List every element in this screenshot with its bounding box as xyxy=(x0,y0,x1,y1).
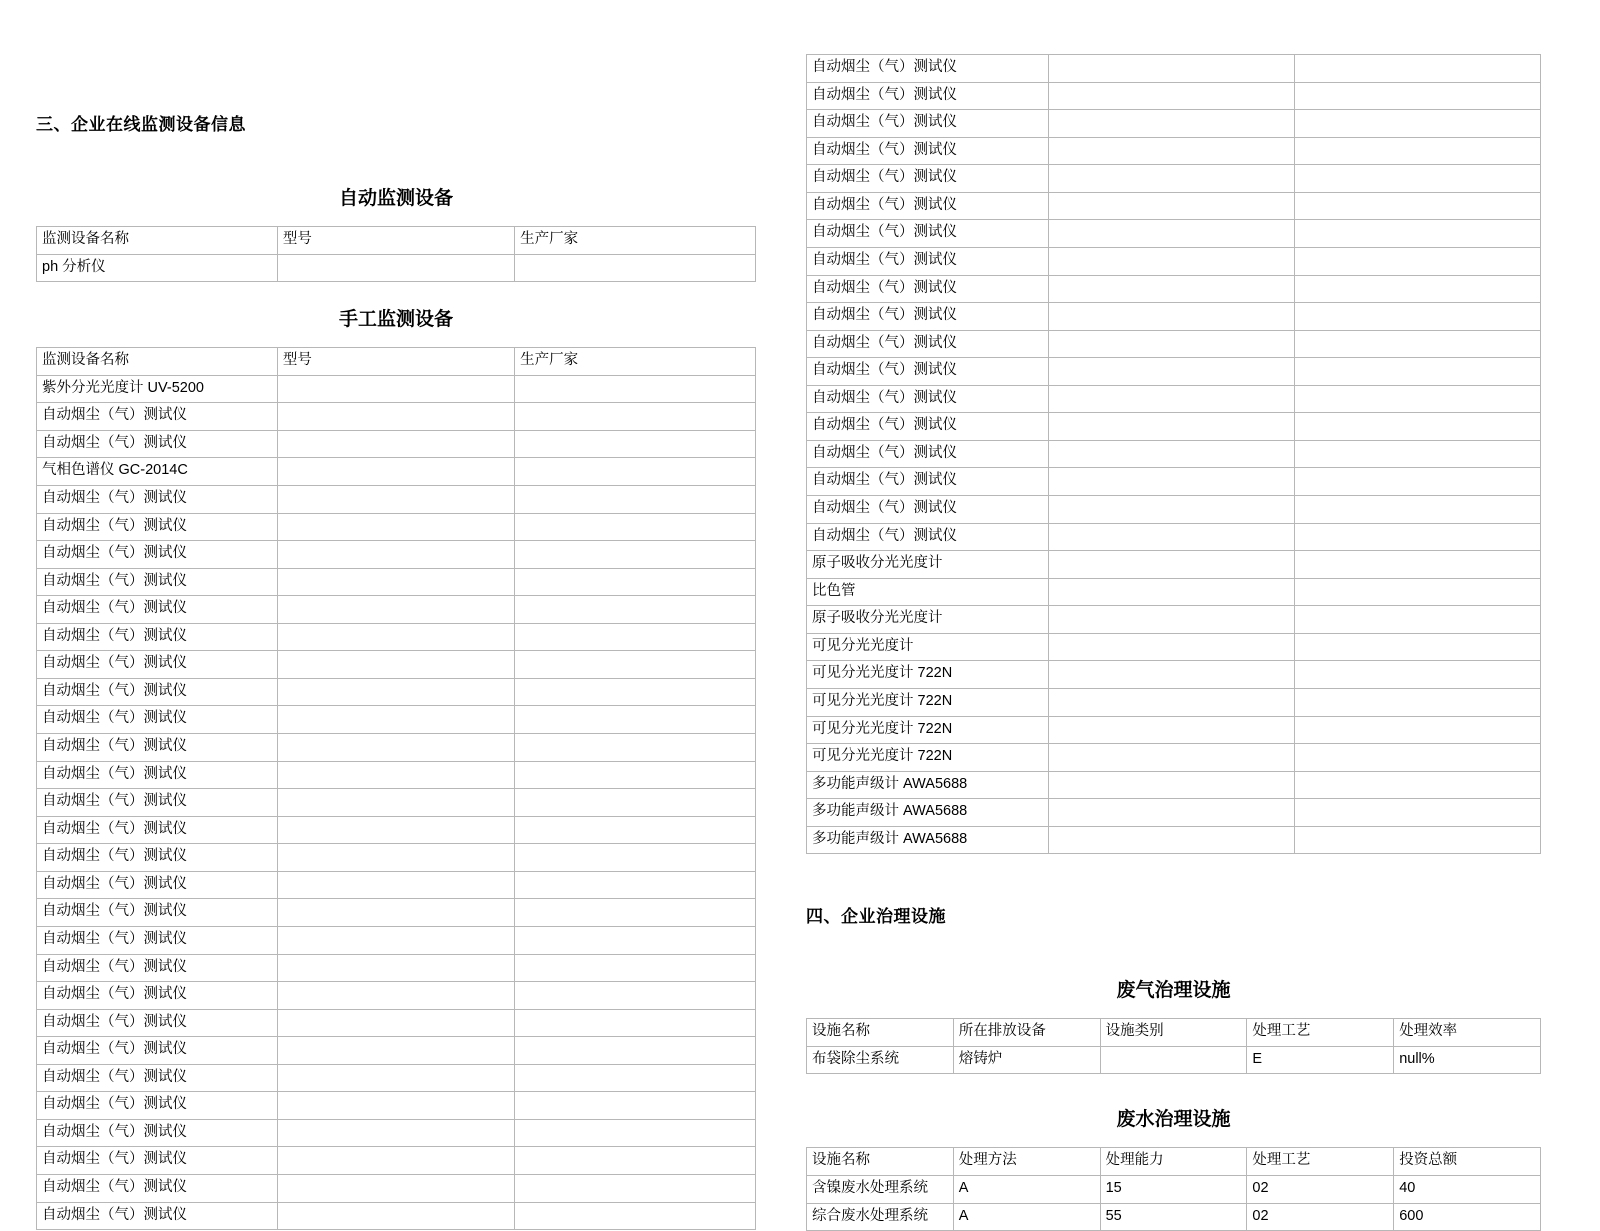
table-row xyxy=(37,254,756,282)
table-cell xyxy=(1049,82,1295,110)
table-cell xyxy=(277,1092,514,1120)
table-cell xyxy=(277,458,514,486)
table-cell xyxy=(1049,358,1295,386)
table-cell xyxy=(1049,633,1295,661)
table-cell: 多功能声级计 AWA5688 xyxy=(807,826,1049,854)
manual-monitoring-table-continued xyxy=(806,54,1541,854)
table-cell xyxy=(515,596,756,624)
table-row xyxy=(807,661,1541,689)
table-cell xyxy=(515,954,756,982)
table-cell xyxy=(1049,220,1295,248)
table-cell xyxy=(515,1064,756,1092)
table-cell xyxy=(277,844,514,872)
waste-gas-table-title: 废气治理设施 xyxy=(1116,980,1231,1002)
table-cell: 自动烟尘（气）测试仪 xyxy=(37,485,278,513)
table-row xyxy=(807,440,1541,468)
table-cell xyxy=(1295,771,1541,799)
table-row xyxy=(807,137,1541,165)
table-cell: 自动烟尘（气）测试仪 xyxy=(807,358,1049,386)
table-row xyxy=(37,403,756,431)
table-cell: 自动烟尘（气）测试仪 xyxy=(37,706,278,734)
table-row xyxy=(807,606,1541,634)
auto-monitoring-table-title: 自动监测设备 xyxy=(338,188,453,209)
table-cell: 自动烟尘（气）测试仪 xyxy=(37,926,278,954)
table-header-row xyxy=(37,227,756,255)
waste-gas-table xyxy=(806,1018,1541,1074)
manual-monitoring-table-title: 手工监测设备 xyxy=(338,309,453,331)
table-row xyxy=(807,358,1541,386)
table-header-row xyxy=(807,1019,1541,1047)
table-row xyxy=(807,633,1541,661)
table-cell xyxy=(277,706,514,734)
table-row xyxy=(37,899,756,927)
table-row xyxy=(807,275,1541,303)
table-cell xyxy=(1295,303,1541,331)
table-cell xyxy=(1295,247,1541,275)
table-cell xyxy=(1295,220,1541,248)
table-row xyxy=(807,468,1541,496)
table-cell xyxy=(515,1202,756,1230)
table-row xyxy=(37,1037,756,1065)
table-row xyxy=(807,247,1541,275)
table-row xyxy=(807,55,1541,83)
table-cell: 自动烟尘（气）测试仪 xyxy=(807,523,1049,551)
table-header-cell: 型号 xyxy=(277,227,514,255)
table-cell xyxy=(515,403,756,431)
table-row xyxy=(807,385,1541,413)
table-cell xyxy=(277,678,514,706)
table-cell: 自动烟尘（气）测试仪 xyxy=(37,734,278,762)
table-cell xyxy=(1295,551,1541,579)
table-cell: 15 xyxy=(1100,1176,1247,1204)
table-cell xyxy=(1049,744,1295,772)
table-cell: 自动烟尘（气）测试仪 xyxy=(807,137,1049,165)
table-cell: 自动烟尘（气）测试仪 xyxy=(37,844,278,872)
table-cell: 自动烟尘（气）测试仪 xyxy=(807,413,1049,441)
table-row xyxy=(37,844,756,872)
table-cell xyxy=(1295,826,1541,854)
table-cell: 自动烟尘（气）测试仪 xyxy=(37,1092,278,1120)
table-cell xyxy=(277,1175,514,1203)
table-cell: 自动烟尘（气）测试仪 xyxy=(807,55,1049,83)
table-cell: ph 分析仪 xyxy=(37,254,278,282)
table-cell xyxy=(1049,303,1295,331)
table-cell xyxy=(277,375,514,403)
table-cell xyxy=(1295,330,1541,358)
table-header-cell: 处理工艺 xyxy=(1247,1148,1394,1176)
table-cell: 自动烟尘（气）测试仪 xyxy=(37,678,278,706)
table-cell xyxy=(1295,82,1541,110)
table-row xyxy=(807,688,1541,716)
table-cell xyxy=(277,651,514,679)
table-cell xyxy=(1049,110,1295,138)
table-cell xyxy=(1295,468,1541,496)
table-cell xyxy=(277,954,514,982)
waste-water-table-title: 废水治理设施 xyxy=(1116,1109,1231,1131)
table-cell xyxy=(1295,165,1541,193)
table-cell: 可见分光光度计 722N xyxy=(807,716,1049,744)
table-cell: 自动烟尘（气）测试仪 xyxy=(37,1037,278,1065)
table-cell xyxy=(515,926,756,954)
table-cell xyxy=(277,1119,514,1147)
table-row xyxy=(37,1119,756,1147)
table-cell xyxy=(1049,688,1295,716)
table-cell xyxy=(1295,275,1541,303)
table-cell xyxy=(277,623,514,651)
table-cell xyxy=(1295,744,1541,772)
table-cell xyxy=(1049,275,1295,303)
table-cell xyxy=(277,734,514,762)
table-row xyxy=(807,1046,1541,1074)
table-cell xyxy=(515,1119,756,1147)
waste-water-table xyxy=(806,1147,1541,1231)
table-cell xyxy=(1295,440,1541,468)
table-row xyxy=(37,982,756,1010)
table-cell xyxy=(1049,716,1295,744)
table-cell: 自动烟尘（气）测试仪 xyxy=(807,385,1049,413)
table-cell xyxy=(1049,496,1295,524)
table-row xyxy=(807,165,1541,193)
table-cell xyxy=(277,816,514,844)
table-cell: 自动烟尘（气）测试仪 xyxy=(807,192,1049,220)
table-cell: 自动烟尘（气）测试仪 xyxy=(807,303,1049,331)
table-row xyxy=(807,303,1541,331)
table-cell: 自动烟尘（气）测试仪 xyxy=(37,954,278,982)
table-row xyxy=(807,330,1541,358)
table-header-cell: 处理工艺 xyxy=(1247,1019,1394,1047)
table-cell xyxy=(277,761,514,789)
table-cell: 自动烟尘（气）测试仪 xyxy=(37,541,278,569)
table-cell xyxy=(1295,192,1541,220)
table-cell: 55 xyxy=(1100,1203,1247,1231)
table-cell: 含镍废水处理系统 xyxy=(807,1176,954,1204)
table-cell xyxy=(515,1175,756,1203)
table-cell xyxy=(1049,606,1295,634)
table-cell xyxy=(277,513,514,541)
table-cell xyxy=(515,513,756,541)
table-row xyxy=(807,551,1541,579)
section-title-online-monitoring: 三、企业在线监测设备信息 xyxy=(36,115,246,134)
table-row xyxy=(807,413,1541,441)
table-header-cell: 监测设备名称 xyxy=(37,348,278,376)
auto-monitoring-table xyxy=(36,226,756,282)
table-cell: 自动烟尘（气）测试仪 xyxy=(37,899,278,927)
table-cell xyxy=(277,789,514,817)
table-row xyxy=(37,1202,756,1230)
table-cell xyxy=(277,1009,514,1037)
table-cell xyxy=(1049,661,1295,689)
table-row xyxy=(37,789,756,817)
table-cell xyxy=(515,623,756,651)
table-cell xyxy=(515,982,756,1010)
table-cell xyxy=(1295,578,1541,606)
table-cell xyxy=(515,899,756,927)
table-cell xyxy=(1295,523,1541,551)
table-cell xyxy=(277,982,514,1010)
table-row xyxy=(37,596,756,624)
table-row xyxy=(37,734,756,762)
table-cell xyxy=(1049,826,1295,854)
table-row xyxy=(37,678,756,706)
table-cell xyxy=(277,430,514,458)
table-cell xyxy=(1049,165,1295,193)
table-row xyxy=(807,1176,1541,1204)
table-row xyxy=(37,430,756,458)
table-row xyxy=(37,1009,756,1037)
table-cell xyxy=(1049,551,1295,579)
table-cell xyxy=(1100,1046,1247,1074)
table-row xyxy=(37,458,756,486)
table-cell xyxy=(277,1202,514,1230)
table-cell xyxy=(515,651,756,679)
table-cell: 自动烟尘（气）测试仪 xyxy=(37,1064,278,1092)
table-cell xyxy=(1295,661,1541,689)
table-cell xyxy=(1049,440,1295,468)
table-cell: 自动烟尘（气）测试仪 xyxy=(37,761,278,789)
table-cell xyxy=(515,844,756,872)
table-cell xyxy=(1295,633,1541,661)
table-row xyxy=(37,1175,756,1203)
table-row xyxy=(37,375,756,403)
table-row xyxy=(37,954,756,982)
table-row xyxy=(37,651,756,679)
table-cell xyxy=(1049,137,1295,165)
table-row xyxy=(37,541,756,569)
table-cell: 原子吸收分光光度计 xyxy=(807,606,1049,634)
table-cell xyxy=(1049,523,1295,551)
table-row xyxy=(807,826,1541,854)
table-cell xyxy=(277,926,514,954)
table-cell: 02 xyxy=(1247,1203,1394,1231)
table-cell xyxy=(1295,110,1541,138)
table-cell: 自动烟尘（气）测试仪 xyxy=(807,165,1049,193)
table-cell xyxy=(515,678,756,706)
table-cell: 600 xyxy=(1394,1203,1541,1231)
manual-monitoring-table xyxy=(36,347,756,1230)
table-cell xyxy=(515,1009,756,1037)
table-cell: 自动烟尘（气）测试仪 xyxy=(37,1202,278,1230)
table-row xyxy=(37,816,756,844)
table-cell xyxy=(515,430,756,458)
table-cell xyxy=(1049,385,1295,413)
table-cell xyxy=(1295,716,1541,744)
table-row xyxy=(807,799,1541,827)
table-cell xyxy=(277,596,514,624)
table-row xyxy=(37,485,756,513)
table-cell: 自动烟尘（气）测试仪 xyxy=(37,403,278,431)
table-row xyxy=(807,110,1541,138)
table-header-cell: 生产厂家 xyxy=(515,348,756,376)
table-cell xyxy=(1049,468,1295,496)
table-cell: 自动烟尘（气）测试仪 xyxy=(37,596,278,624)
table-row xyxy=(37,1064,756,1092)
table-cell: 可见分光光度计 722N xyxy=(807,744,1049,772)
table-cell xyxy=(515,568,756,596)
table-cell: 自动烟尘（气）测试仪 xyxy=(807,275,1049,303)
table-cell: 40 xyxy=(1394,1176,1541,1204)
table-cell xyxy=(1295,799,1541,827)
table-cell xyxy=(515,1037,756,1065)
table-cell xyxy=(515,734,756,762)
table-cell xyxy=(515,761,756,789)
table-header-cell: 设施类别 xyxy=(1100,1019,1247,1047)
table-cell: 自动烟尘（气）测试仪 xyxy=(37,568,278,596)
table-cell: 自动烟尘（气）测试仪 xyxy=(807,220,1049,248)
table-row xyxy=(37,706,756,734)
table-cell: A xyxy=(953,1203,1100,1231)
table-cell: E xyxy=(1247,1046,1394,1074)
table-cell: 自动烟尘（气）测试仪 xyxy=(807,468,1049,496)
table-cell: 自动烟尘（气）测试仪 xyxy=(807,110,1049,138)
table-row xyxy=(807,82,1541,110)
table-row xyxy=(807,192,1541,220)
table-header-cell: 处理效率 xyxy=(1394,1019,1541,1047)
left-column xyxy=(36,0,756,1230)
table-row xyxy=(37,568,756,596)
table-cell xyxy=(515,871,756,899)
table-cell xyxy=(1295,55,1541,83)
table-cell: null% xyxy=(1394,1046,1541,1074)
table-cell xyxy=(277,1064,514,1092)
table-cell: 自动烟尘（气）测试仪 xyxy=(37,623,278,651)
table-row xyxy=(807,220,1541,248)
table-cell: 可见分光光度计 722N xyxy=(807,661,1049,689)
table-cell xyxy=(1295,413,1541,441)
table-cell: 多功能声级计 AWA5688 xyxy=(807,799,1049,827)
table-cell: 综合废水处理系统 xyxy=(807,1203,954,1231)
table-cell: 自动烟尘（气）测试仪 xyxy=(37,789,278,817)
table-cell: 熔铸炉 xyxy=(953,1046,1100,1074)
table-header-cell: 所在排放设备 xyxy=(953,1019,1100,1047)
table-cell: 自动烟尘（气）测试仪 xyxy=(807,440,1049,468)
table-cell xyxy=(1295,606,1541,634)
table-cell: A xyxy=(953,1176,1100,1204)
table-cell: 紫外分光光度计 UV-5200 xyxy=(37,375,278,403)
table-cell: 自动烟尘（气）测试仪 xyxy=(37,1009,278,1037)
table-cell xyxy=(1049,55,1295,83)
table-row xyxy=(807,744,1541,772)
table-header-row xyxy=(37,348,756,376)
table-cell: 自动烟尘（气）测试仪 xyxy=(37,816,278,844)
table-cell: 自动烟尘（气）测试仪 xyxy=(807,82,1049,110)
table-row xyxy=(37,761,756,789)
table-cell xyxy=(1049,330,1295,358)
table-cell xyxy=(515,541,756,569)
table-header-cell: 设施名称 xyxy=(807,1019,954,1047)
table-cell xyxy=(515,816,756,844)
table-row xyxy=(807,716,1541,744)
table-cell: 自动烟尘（气）测试仪 xyxy=(807,247,1049,275)
table-cell xyxy=(1295,688,1541,716)
table-cell: 自动烟尘（气）测试仪 xyxy=(37,1175,278,1203)
table-row xyxy=(807,1203,1541,1231)
table-row xyxy=(807,771,1541,799)
table-cell xyxy=(277,568,514,596)
table-cell xyxy=(1295,496,1541,524)
table-row xyxy=(807,523,1541,551)
table-cell xyxy=(515,485,756,513)
table-row xyxy=(37,926,756,954)
table-cell: 自动烟尘（气）测试仪 xyxy=(37,982,278,1010)
table-cell: 自动烟尘（气）测试仪 xyxy=(807,330,1049,358)
table-header-cell: 投资总额 xyxy=(1394,1148,1541,1176)
table-cell xyxy=(515,1092,756,1120)
table-cell xyxy=(1049,771,1295,799)
table-cell: 自动烟尘（气）测试仪 xyxy=(37,651,278,679)
table-cell: 可见分光光度计 xyxy=(807,633,1049,661)
table-cell xyxy=(515,375,756,403)
table-cell xyxy=(1049,192,1295,220)
table-header-cell: 生产厂家 xyxy=(515,227,756,255)
table-row xyxy=(37,1092,756,1120)
table-cell: 原子吸收分光光度计 xyxy=(807,551,1049,579)
table-cell xyxy=(1295,385,1541,413)
table-cell xyxy=(1295,358,1541,386)
table-cell xyxy=(277,485,514,513)
table-cell xyxy=(1049,799,1295,827)
table-cell: 多功能声级计 AWA5688 xyxy=(807,771,1049,799)
table-cell xyxy=(1049,578,1295,606)
table-row xyxy=(37,513,756,541)
table-header-cell: 监测设备名称 xyxy=(37,227,278,255)
table-row xyxy=(37,1147,756,1175)
table-row xyxy=(37,623,756,651)
table-cell xyxy=(277,1147,514,1175)
table-cell xyxy=(277,403,514,431)
table-cell xyxy=(277,1037,514,1065)
table-cell: 比色管 xyxy=(807,578,1049,606)
table-cell: 自动烟尘（气）测试仪 xyxy=(37,1119,278,1147)
table-header-row xyxy=(807,1148,1541,1176)
table-row xyxy=(37,871,756,899)
table-header-cell: 设施名称 xyxy=(807,1148,954,1176)
table-cell xyxy=(1295,137,1541,165)
table-cell: 自动烟尘（气）测试仪 xyxy=(807,496,1049,524)
table-cell xyxy=(277,871,514,899)
table-cell: 自动烟尘（气）测试仪 xyxy=(37,513,278,541)
table-cell xyxy=(515,458,756,486)
table-cell: 布袋除尘系统 xyxy=(807,1046,954,1074)
section-title-treatment-facilities: 四、企业治理设施 xyxy=(806,907,946,927)
table-cell xyxy=(515,1147,756,1175)
right-column xyxy=(806,0,1541,1231)
table-cell: 气相色谱仪 GC-2014C xyxy=(37,458,278,486)
table-header-cell: 处理能力 xyxy=(1100,1148,1247,1176)
table-row xyxy=(807,578,1541,606)
table-cell xyxy=(515,254,756,282)
table-cell xyxy=(1049,247,1295,275)
table-header-cell: 处理方法 xyxy=(953,1148,1100,1176)
table-cell xyxy=(277,899,514,927)
table-cell: 自动烟尘（气）测试仪 xyxy=(37,430,278,458)
table-row xyxy=(807,496,1541,524)
table-cell xyxy=(277,254,514,282)
table-cell xyxy=(515,789,756,817)
table-cell: 02 xyxy=(1247,1176,1394,1204)
table-cell: 自动烟尘（气）测试仪 xyxy=(37,871,278,899)
table-header-cell: 型号 xyxy=(277,348,514,376)
table-cell xyxy=(1049,413,1295,441)
table-cell: 自动烟尘（气）测试仪 xyxy=(37,1147,278,1175)
table-cell: 可见分光光度计 722N xyxy=(807,688,1049,716)
table-cell xyxy=(515,706,756,734)
table-cell xyxy=(277,541,514,569)
